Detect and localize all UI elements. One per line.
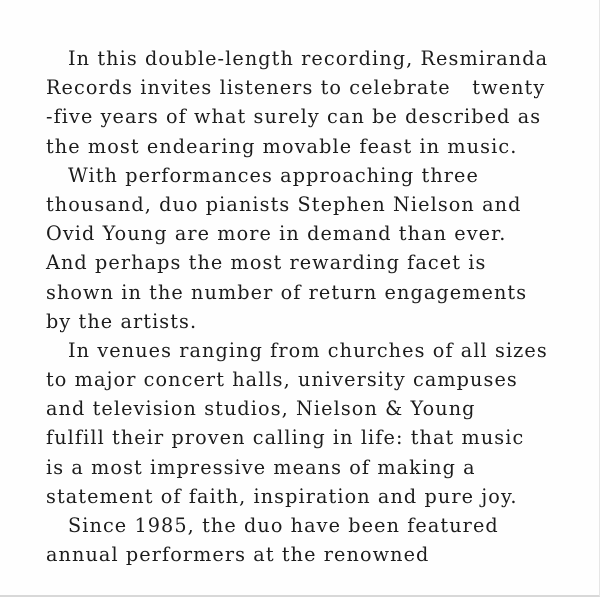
liner-notes-text bbox=[46, 44, 566, 569]
paragraph-1-line-4: the most endearing movable feast in music. bbox=[46, 134, 518, 158]
paragraph-3-line-6: statement of faith, inspiration and pure joy. bbox=[46, 484, 518, 508]
paragraph-3-line-2: to major concert halls, university campuses bbox=[46, 368, 518, 392]
paragraph-3-line-4: fulfill their proven calling in life: that music bbox=[46, 426, 525, 450]
paragraph-2-line-3: Ovid Young are more in demand than ever. bbox=[46, 222, 507, 246]
paragraph-1-line-2: Records invites listeners to celebrate twenty bbox=[46, 76, 546, 100]
paragraph-4-line-1: Since 1985, the duo have been featured bbox=[68, 514, 499, 537]
paragraph-1-line-1: In this double-length recording, Resmiranda bbox=[68, 47, 549, 70]
paragraph-2-line-5: shown in the number of return engagements bbox=[46, 280, 528, 304]
paragraph-3-line-3: and television studios, Nielson & Young bbox=[46, 397, 476, 421]
paragraph-2-line-2: thousand, duo pianists Stephen Nielson and bbox=[46, 192, 522, 216]
paragraph-2-line-6: by the artists. bbox=[46, 309, 198, 333]
paragraph-3-line-5: is a most impressive means of making a bbox=[46, 455, 476, 479]
paragraph-2-line-1: With performances approaching three bbox=[68, 163, 479, 187]
paragraph-1-line-3: -five years of what surely can be described as bbox=[46, 105, 542, 129]
paragraph-3-line-1: In venues ranging from churches of all sizes bbox=[68, 338, 548, 362]
paragraph-4-line-2: annual performers at the renowned bbox=[46, 543, 430, 567]
paragraph-2-line-4: And perhaps the most rewarding facet is bbox=[46, 251, 487, 275]
